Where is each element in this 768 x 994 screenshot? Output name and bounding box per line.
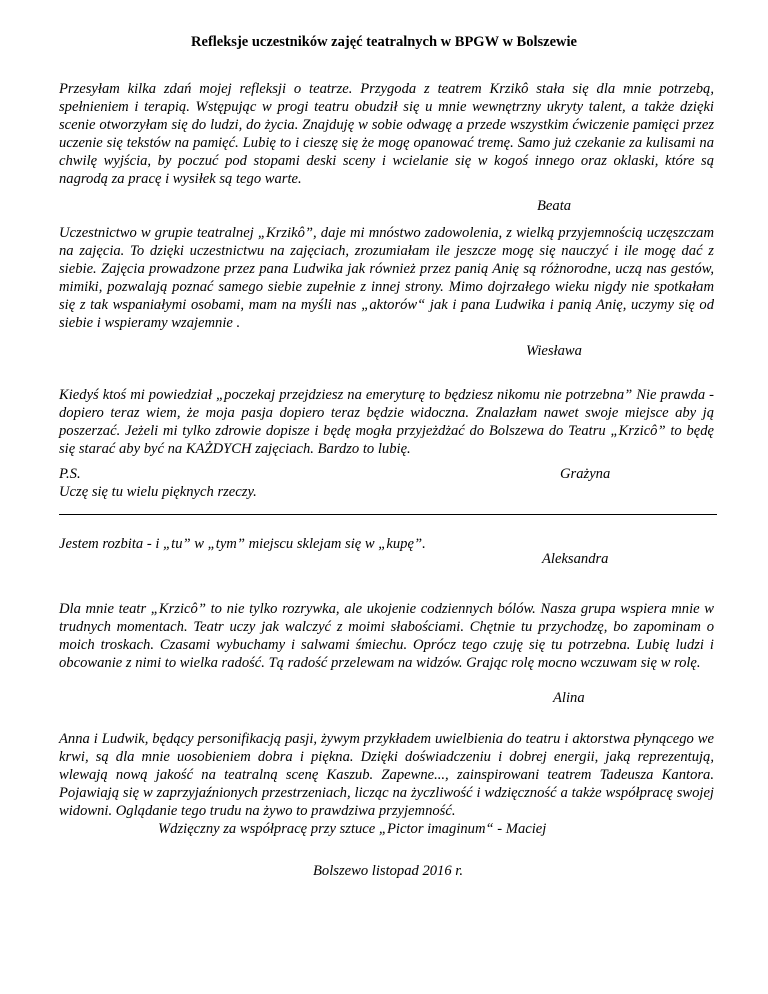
signature-wieslawa: Wiesława	[526, 343, 582, 359]
horizontal-divider	[59, 514, 717, 515]
reflection-aleksandra-text: Jestem rozbita - i „tu” w „tym” miejscu sklejam się w „kupę”.	[59, 536, 426, 552]
postscript-label: P.S.	[59, 466, 81, 482]
reflection-grazyna-text: Kiedyś ktoś mi powiedział „poczekaj przejdziesz na emeryturę to będziesz nikomu nie potrzebna” Nie prawda - dopiero teraz wiem, że moja pasja dopiero teraz będzie widoczna. Znalazłam nawet swoje miejsce aby ją poszerzać. Jeżeli mi tylko zdrowie dopisze i będę mogła przyjeżdżać do Bolszewa do Teatru „Krzicô” to będę się starać aby być na KAŻDYCH zajęciach. Bardzo to lubię.	[59, 387, 714, 457]
signature-grazyna: Grażyna	[560, 466, 611, 482]
document-footer: Bolszewo listopad 2016 r.	[313, 863, 464, 879]
signature-aleksandra: Aleksandra	[542, 551, 609, 567]
reflection-maciej-text: Anna i Ludwik, będący personifikacją pasji, żywym przykładem uwielbienia do teatru i aktorstwa płynącego we krwi, są dla mnie uosobieniem dobra i piękna. Dzięki doświadczeniu i dobrej energii, jaką reprezentują, wlewają nową jakość na teatralną scenę Kaszub. Zapewne..., zainspirowani teatrem Tadeusza Kantora. Pojawiają się w zaprzyjaźnionych przestrzeniach, licząc na życzliwość i wdzięczność a także współpracę swojej widowni. Oglądanie tego trudu na żywo to prawdziwa przyjemność.	[59, 731, 714, 819]
signature-beata: Beata	[537, 198, 572, 214]
reflection-alina-text: Dla mnie teatr „Krzicô” to nie tylko rozrywka, ale ukojenie codziennych bólów. Nasza grupa wspiera mnie w trudnych momentach. Teatr uczy jak walczyć z moimi słabościami. Chętnie tu przychodzę, bo zapominam o moich troskach. Czasami wybuchamy i salwami śmiechu. Oprócz tego czuję się tu potrzebna. Lubię ludzi i obcowanie z nimi to wielka radość. Tą radość przelewam na widzów. Grając rolę mocno wczuwam się w rolę.	[59, 601, 714, 671]
postscript-text: Uczę się tu wielu pięknych rzeczy.	[59, 484, 257, 500]
signature-maciej: Wdzięczny za współpracę przy sztuce „Pictor imaginum“ - Maciej	[158, 821, 547, 837]
reflection-wieslawa-text: Uczestnictwo w grupie teatralnej „Krzikô”, daje mi mnóstwo zadowolenia, z wielką przyjemnością uczęszczam na zajęcia. To dzięki uczestnictwu na zajęciach, zrozumiałam ile jeszcze mogę się nauczyć i ile mogę dać z siebie. Zajęcia prowadzone przez pana Ludwika jak również przez panią Anię są różnorodne, uczą nas gestów, mimiki, pozwalają poznać samego siebie zupełnie z innej strony. Mimo dojrzałego wieku nigdy nie spotkałam się z tak wspaniałymi osobami, mam na myśli nas „aktorów“ jak i pana Ludwika i panią Anię, uczymy się od siebie i wspieramy wzajemnie .	[59, 225, 714, 331]
document-title: Refleksje uczestników zajęć teatralnych w BPGW w Bolszewie	[191, 34, 577, 50]
reflection-beata-text: Przesyłam kilka zdań mojej refleksji o teatrze. Przygoda z teatrem Krzikô stała się dla mnie potrzebą, spełnieniem i terapią. Wstępując w progi teatru obudził się u mnie wewnętrzny ukryty talent, a także dzięki scenie otworzyłam się do ludzi, do życia. Znajduję w sobie odwagę a przede wszystkim ćwiczenie pamięci przez uczenie się tekstów na pamięć. Lubię to i cieszę się że mogę opanować tremę. Samo już czekanie za kulisami na chwilę wyjścia, by poczuć pod stopami deski sceny i wcielanie się w kogoś innego oraz oklaski, które są nagrodą za pracę i wysiłek są tego warte.	[59, 81, 714, 187]
signature-alina: Alina	[553, 690, 585, 706]
